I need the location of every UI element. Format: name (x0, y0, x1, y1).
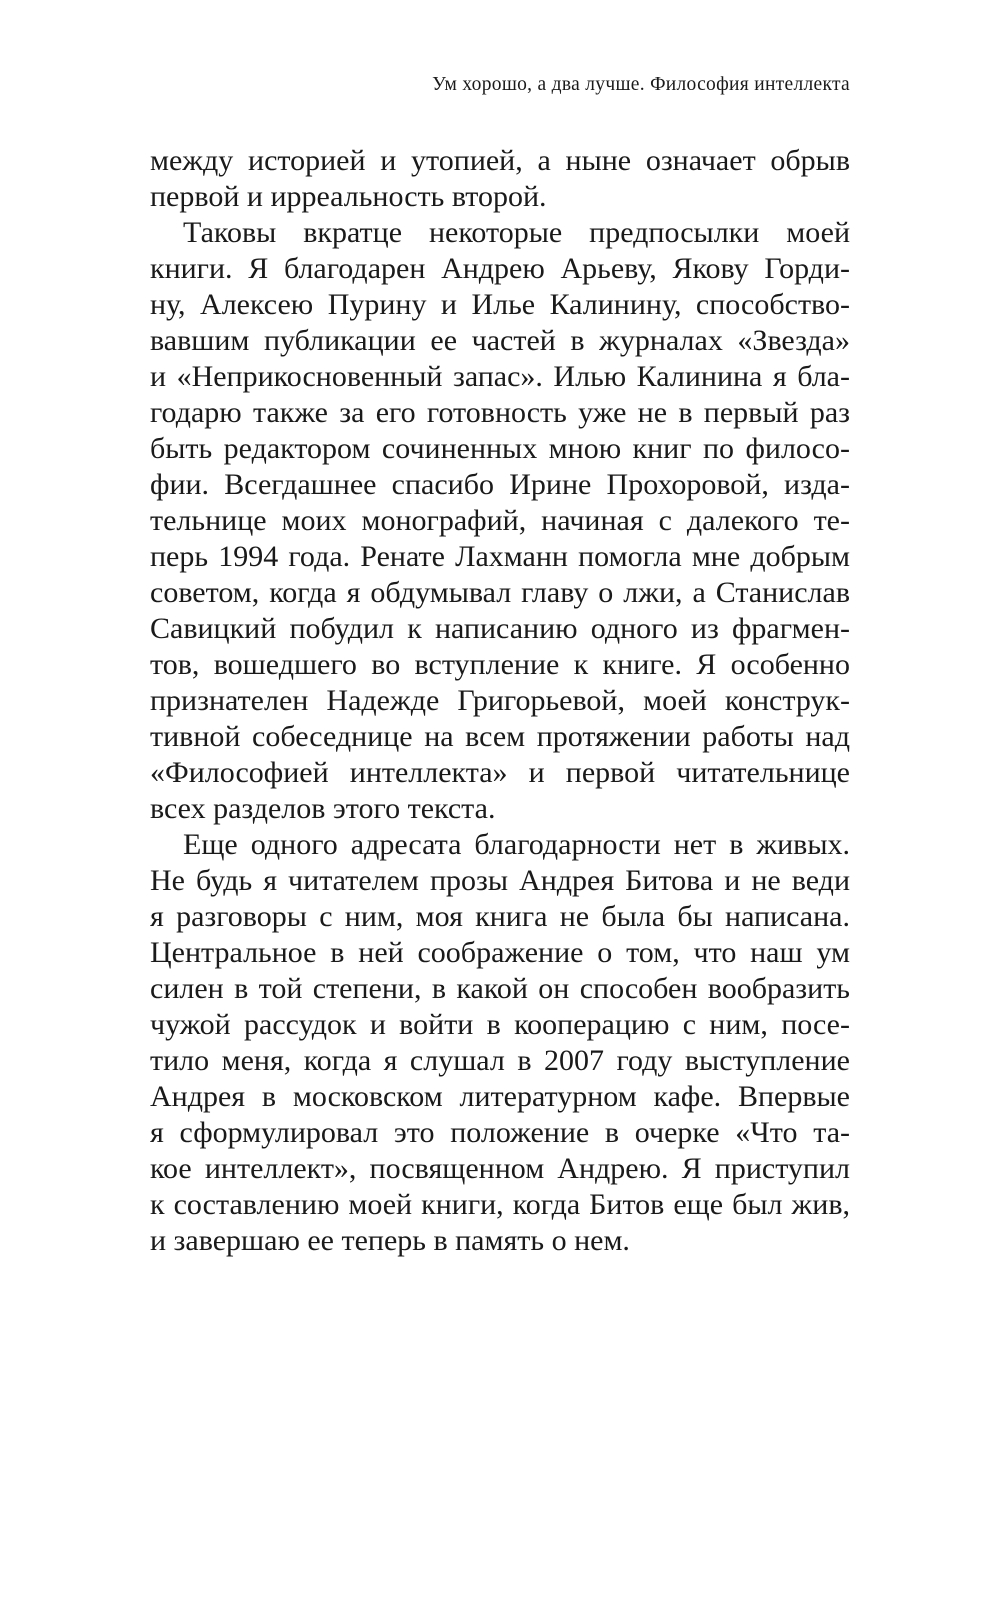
text-line: Не будь я читателем прозы Андрея Битова и не веди (150, 864, 850, 897)
paragraph (150, 143, 850, 215)
text-line: быть редактором сочиненных мною книг по филосо- (150, 432, 850, 465)
text-line: и «Неприкосновенный запас». Илью Калинина я бла- (150, 360, 850, 393)
text-line: Еще одного адресата благодарности нет в живых. (183, 828, 850, 861)
text-line: тивной собеседнице на всем протяжении работы над (150, 720, 850, 753)
text-line: всех разделов этого текста. (150, 792, 496, 825)
text-line: советом, когда я обдумывал главу о лжи, а Станислав (150, 576, 850, 609)
text-line: Савицкий побудил к написанию одного из фрагмен- (150, 612, 850, 645)
text-line: тило меня, когда я слушал в 2007 году выступление (150, 1044, 850, 1077)
text-line: чужой рассудок и войти в кооперацию с ним, посе- (150, 1008, 850, 1041)
text-line: годарю также за его готовность уже не в первый раз (150, 396, 850, 429)
text-line: и завершаю ее теперь в память о нем. (150, 1224, 630, 1257)
text-line: книги. Я благодарен Андрею Арьеву, Якову Горди- (150, 252, 850, 285)
text-line: кое интеллект», посвященном Андрею. Я приступил (150, 1152, 850, 1185)
text-line: я сформулировал это положение в очерке «Что та- (150, 1116, 850, 1149)
text-line: фии. Всегдашнее спасибо Ирине Прохоровой, изда- (150, 468, 850, 501)
text-line: Таковы вкратце некоторые предпосылки моей (183, 216, 850, 249)
text-line: ну, Алексею Пурину и Илье Калинину, способство- (150, 288, 850, 321)
running-head: Ум хорошо, а два лучше. Философия интеллекта (432, 74, 850, 95)
text-line: «Философией интеллекта» и первой читательнице (150, 756, 850, 789)
text-line: первой и ирреальность второй. (150, 180, 547, 213)
body-text (150, 143, 850, 1259)
text-line: между историей и утопией, а ныне означает обрыв (150, 144, 850, 177)
paragraph (150, 827, 850, 1259)
text-line: силен в той степени, в какой он способен вообразить (150, 972, 850, 1005)
paragraph (150, 215, 850, 827)
text-line: тельнице моих монографий, начиная с далекого те- (150, 504, 850, 537)
text-line: перь 1994 года. Ренате Лахманн помогла мне добрым (150, 540, 850, 573)
text-line: тов, вошедшего во вступление к книге. Я особенно (150, 648, 850, 681)
text-line: Центральное в ней соображение о том, что наш ум (150, 936, 850, 969)
text-line: Андрея в московском литературном кафе. Впервые (150, 1080, 850, 1113)
text-line: к составлению моей книги, когда Битов еще был жив, (150, 1188, 850, 1221)
text-line: вавшим публикации ее частей в журналах «Звезда» (150, 324, 850, 357)
text-line: признателен Надежде Григорьевой, моей конструк- (150, 684, 850, 717)
text-line: я разговоры с ним, моя книга не была бы написана. (150, 900, 850, 933)
